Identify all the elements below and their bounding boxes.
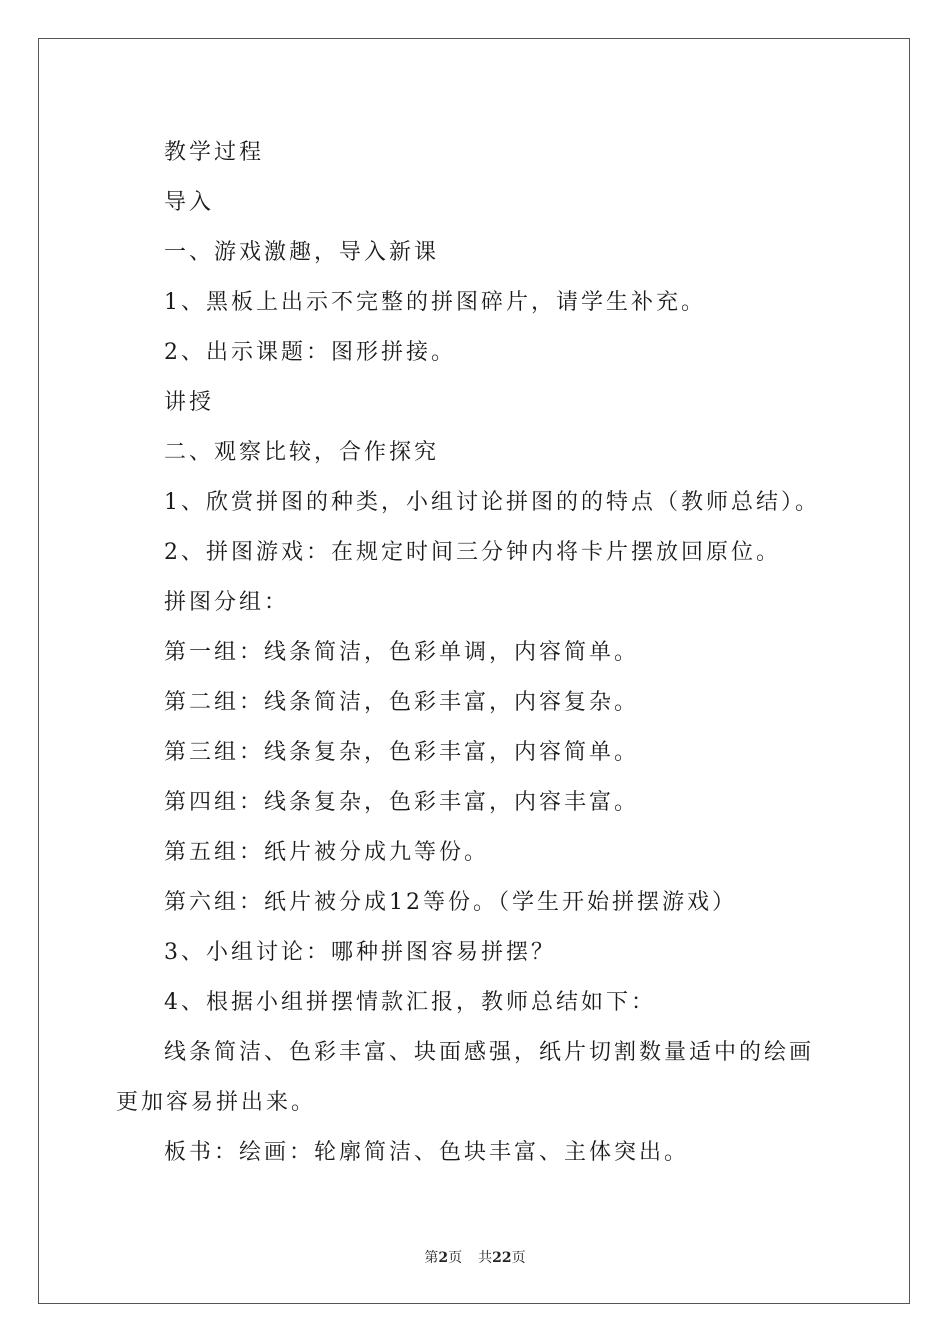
paragraph: 第四组：线条复杂，色彩丰富，内容丰富。: [164, 790, 640, 815]
paragraph: 1、黑板上出示不完整的拼图碎片，请学生补充。: [164, 290, 706, 315]
paragraph: 第一组：线条简洁，色彩单调，内容简单。: [164, 640, 640, 665]
paragraph: 第二组：线条简洁，色彩丰富，内容复杂。: [164, 690, 640, 715]
page-total: 22: [492, 1250, 512, 1266]
total-unit: 页: [511, 1250, 526, 1266]
paragraph: 第五组：纸片被分成九等份。: [164, 840, 490, 865]
paragraph: 4、根据小组拼摆情款汇报，教师总结如下：: [164, 990, 656, 1015]
paragraph: 教学过程: [164, 140, 265, 165]
paragraph: 第三组：线条复杂，色彩丰富，内容简单。: [164, 740, 640, 765]
paragraph: 一、游戏激趣，导入新课: [164, 240, 440, 265]
paragraph: 1、欣赏拼图的种类，小组讨论拼图的的特点（教师总结）。: [164, 490, 820, 515]
paragraph: 2、拼图游戏：在规定时间三分钟内将卡片摆放回原位。: [164, 540, 781, 565]
paragraph: 线条简洁、色彩丰富、块面感强，纸片切割数量适中的绘画更加容易拼出来。: [116, 1040, 815, 1115]
paragraph: 讲授: [164, 390, 215, 415]
page-prefix: 第: [424, 1250, 439, 1266]
paragraph: 2、出示课题：图形拼接。: [164, 340, 456, 365]
total-prefix: 共: [478, 1250, 493, 1266]
page-footer: [0, 1247, 950, 1267]
paragraph: 第六组：纸片被分成12等份。（学生开始拼摆游戏）: [164, 890, 737, 915]
page-current: 2: [438, 1250, 449, 1266]
paragraph: 二、观察比较，合作探究: [164, 440, 440, 465]
paragraph: 拼图分组：: [164, 590, 290, 615]
paragraph: 导入: [164, 190, 215, 215]
paragraph: 3、小组讨论：哪种拼图容易拼摆？: [164, 940, 556, 965]
paragraph: 板书：绘画：轮廓简洁、色块丰富、主体突出。: [164, 1140, 690, 1165]
document-body: [116, 128, 836, 1178]
page-unit: 页: [448, 1250, 463, 1266]
